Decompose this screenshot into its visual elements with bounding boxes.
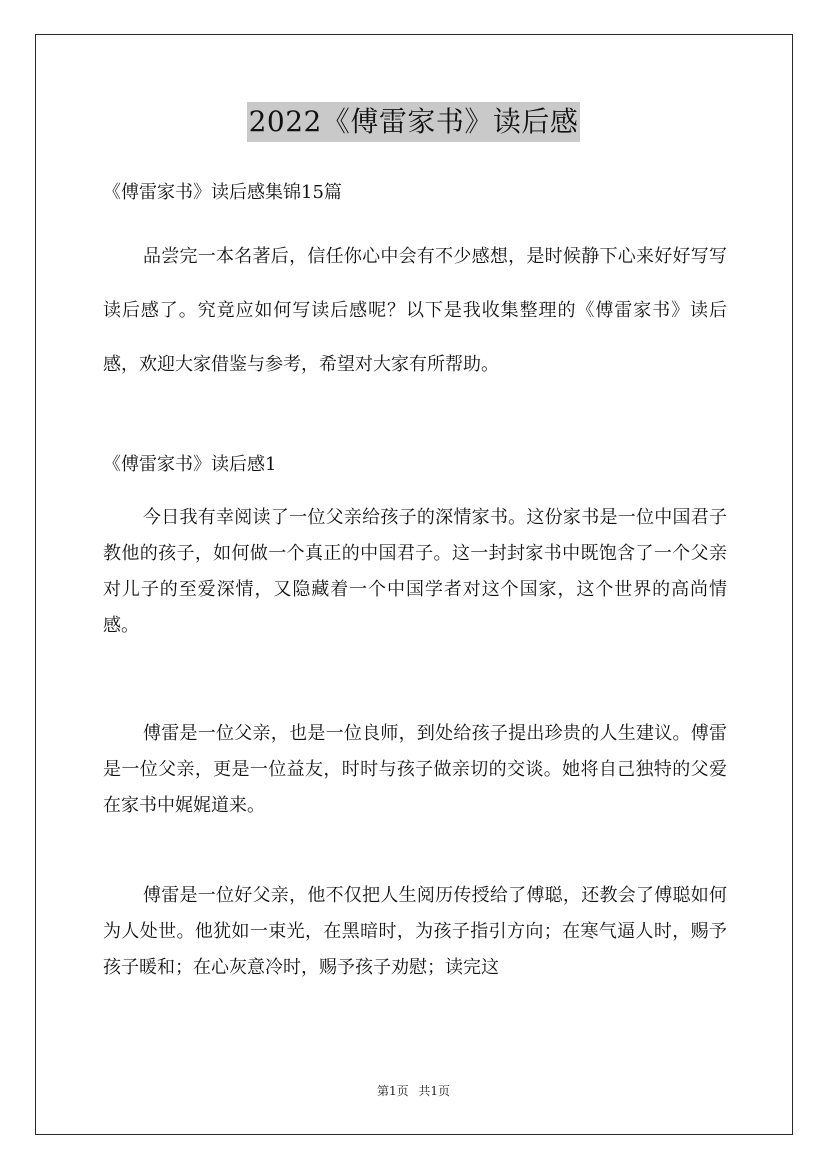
body-paragraph-3: 傅雷是一位好父亲，他不仅把人生阅历传授给了傅聪，还教会了傅聪如何为人处世。他犹如一束光，在黑暗时，为孩子指引方向；在寒气逼人时，赐予孩子暖和；在心灰意冷时，赐予孩子劝慰；读完这	[103, 885, 727, 978]
body-paragraph-2: 傅雷是一位父亲，也是一位良师，到处给孩子提出珍贵的人生建议。傅雷是一位父亲，更是一位益友，时时与孩子做亲切的交谈。她将自己独特的父爱在家书中娓娓道来。	[103, 723, 727, 816]
body-paragraph-1: 今日我有幸阅读了一位父亲给孩子的深情家书。这份家书是一位中国君子教他的孩子，如何做一个真正的中国君子。这一封封家书中既饱含了一个父亲对儿子的至爱深情，又隐藏着一个中国学者对这个国家，这个世界的高尚情感。	[103, 507, 727, 636]
title-container	[0, 102, 827, 142]
page-footer	[0, 1081, 827, 1101]
page-number: 第1页	[376, 1084, 409, 1098]
document-title: 2022《傅雷家书》读后感	[247, 102, 581, 142]
section-heading: 《傅雷家书》读后感1	[103, 454, 277, 475]
intro-paragraph: 品尝完一本名著后，信任你心中会有不少感想，是时候静下心来好好写写读后感了。究竟应如何写读后感呢？以下是我收集整理的《傅雷家书》读后感，欢迎大家借鉴与参考，希望对大家有所帮助。	[103, 246, 727, 375]
page-total: 共1页	[418, 1084, 451, 1098]
document-subtitle: 《傅雷家书》读后感集锦15篇	[103, 182, 342, 203]
